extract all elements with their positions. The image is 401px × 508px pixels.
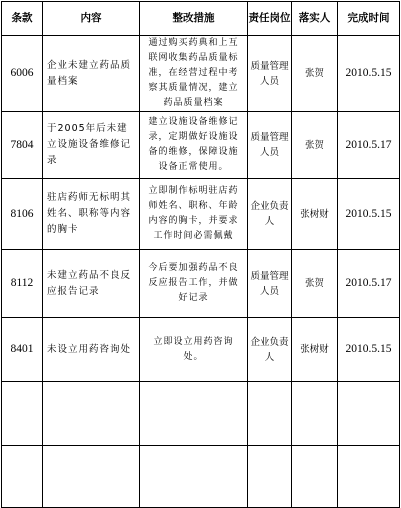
- cell-code: 8401: [2, 318, 43, 382]
- cell-measure: 建立设施设备维修记录，定期做好设施设备的维修，保障设施设备正常使用。: [140, 112, 248, 179]
- table-row: [2, 318, 400, 382]
- cell-person: 张树财: [292, 318, 338, 382]
- cell-person: 张贺: [292, 112, 338, 179]
- empty-cell: [338, 446, 400, 508]
- header-code: 条款: [2, 2, 43, 36]
- cell-owner: 企业负责人: [248, 318, 292, 382]
- cell-measure: 立即制作标明驻店药师姓名、职称、年龄内容的胸卡，并要求工作时间必需佩戴: [140, 179, 248, 250]
- empty-cell: [292, 382, 338, 446]
- header-content: 内容: [43, 2, 140, 36]
- cell-owner: 质量管理人员: [248, 36, 292, 112]
- cell-content: 未设立用药咨询处: [43, 318, 140, 382]
- header-row: [2, 2, 400, 36]
- cell-code: 8112: [2, 250, 43, 318]
- empty-cell: [140, 446, 248, 508]
- header-person: 落实人: [292, 2, 338, 36]
- table-row: [2, 36, 400, 112]
- cell-person: 张贺: [292, 250, 338, 318]
- cell-code: 7804: [2, 112, 43, 179]
- header-owner: 责任岗位: [248, 2, 292, 36]
- empty-cell: [2, 446, 43, 508]
- empty-cell: [248, 382, 292, 446]
- table-row: [2, 112, 400, 179]
- header-measure: 整改措施: [140, 2, 248, 36]
- empty-cell: [43, 446, 140, 508]
- rectification-table: [1, 1, 400, 508]
- cell-owner: 企业负责人: [248, 179, 292, 250]
- cell-owner: 质量管理人员: [248, 112, 292, 179]
- empty-cell: [140, 382, 248, 446]
- empty-row: [2, 382, 400, 446]
- empty-cell: [2, 382, 43, 446]
- cell-date: 2010.5.15: [338, 318, 400, 382]
- cell-date: 2010.5.15: [338, 36, 400, 112]
- cell-code: 8106: [2, 179, 43, 250]
- cell-measure: 立即设立用药咨询处。: [140, 318, 248, 382]
- cell-person: 张树财: [292, 179, 338, 250]
- table-row: [2, 179, 400, 250]
- cell-date: 2010.5.17: [338, 250, 400, 318]
- cell-content: 未建立药品不良反应报告记录: [43, 250, 140, 318]
- empty-cell: [248, 446, 292, 508]
- cell-content: 于2005年后未建立设施设备维修记录: [43, 112, 140, 179]
- empty-cell: [338, 382, 400, 446]
- cell-owner: 质量管理人员: [248, 250, 292, 318]
- cell-content: 驻店药师无标明其姓名、职称等内容的胸卡: [43, 179, 140, 250]
- cell-person: 张贺: [292, 36, 338, 112]
- cell-code: 6006: [2, 36, 43, 112]
- table-row: [2, 250, 400, 318]
- empty-row: [2, 446, 400, 508]
- empty-cell: [292, 446, 338, 508]
- cell-measure: 通过购买药典和上互联网收集药品质量标准，在经营过程中考察其质量情况，建立药品质量档案: [140, 36, 248, 112]
- cell-content: 企业未建立药品质量档案: [43, 36, 140, 112]
- empty-cell: [43, 382, 140, 446]
- cell-date: 2010.5.17: [338, 112, 400, 179]
- cell-date: 2010.5.15: [338, 179, 400, 250]
- header-date: 完成时间: [338, 2, 400, 36]
- cell-measure: 今后要加强药品不良反应报告工作，并做好记录: [140, 250, 248, 318]
